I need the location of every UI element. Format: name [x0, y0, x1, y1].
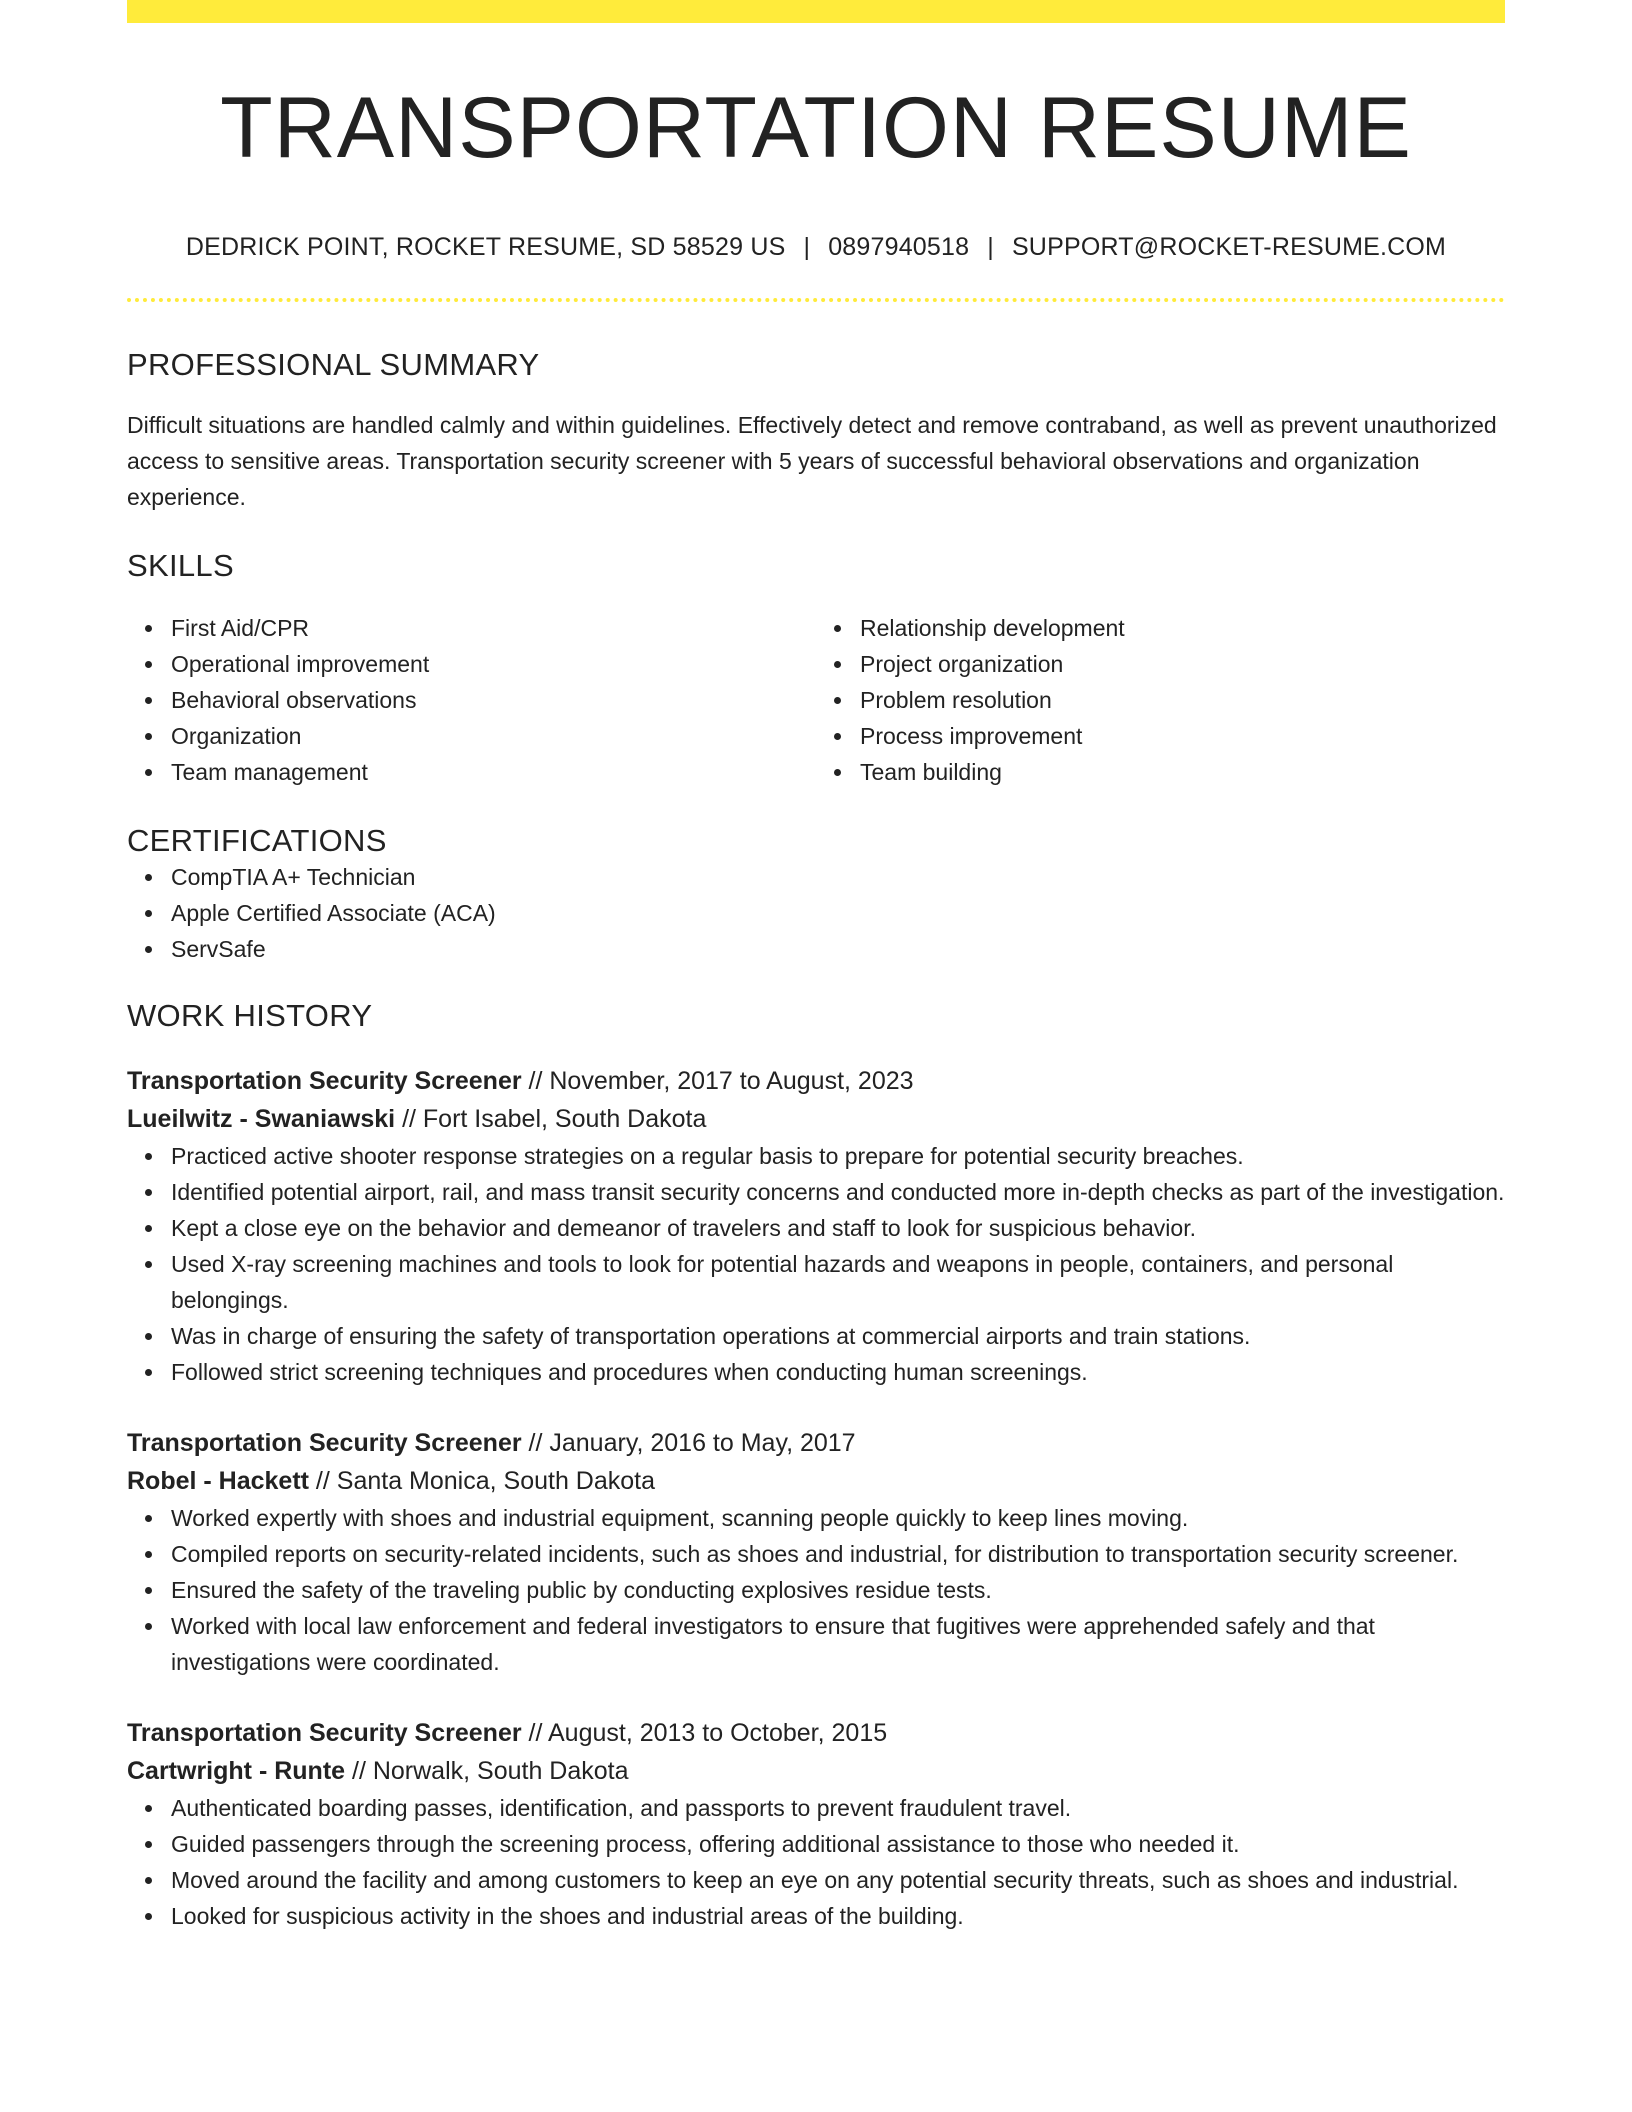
job-entry: [127, 1424, 1505, 1680]
job-bullet: Ensured the safety of the traveling public by conducting explosives residue tests.: [171, 1572, 1505, 1608]
job-bullet-list: [127, 1500, 1505, 1680]
job-bullet: Followed strict screening techniques and procedures when conducting human screenings.: [171, 1354, 1505, 1390]
certification-item: Apple Certified Associate (ACA): [171, 895, 1505, 931]
skills-heading: SKILLS: [127, 547, 234, 583]
job-dates: // January, 2016 to May, 2017: [521, 1429, 856, 1458]
job-bullet-list: [127, 1790, 1505, 1934]
header-divider: [127, 298, 1505, 302]
job-title-line: [127, 1062, 1505, 1100]
job-dates: // November, 2017 to August, 2023: [521, 1067, 914, 1096]
job-bullet: Authenticated boarding passes, identification, and passports to prevent fraudulent travel.: [171, 1790, 1505, 1826]
certification-item: ServSafe: [171, 931, 1505, 967]
job-company-line: [127, 1462, 1505, 1500]
skill-item: Process improvement: [860, 718, 1505, 754]
contact-phone: 0897940518: [828, 232, 970, 261]
job-bullet: Worked with local law enforcement and federal investigators to ensure that fugitives were apprehended safely and that investigations were coordinated.: [171, 1608, 1505, 1680]
job-bullet: Was in charge of ensuring the safety of transportation operations at commercial airports and train stations.: [171, 1318, 1505, 1354]
job-title: Transportation Security Screener: [127, 1429, 522, 1458]
work-history-jobs: [127, 1062, 1505, 1934]
job-bullet: Used X-ray screening machines and tools to look for potential hazards and weapons in people, containers, and personal belongings.: [171, 1246, 1505, 1318]
job-company: Robel - Hackett: [127, 1467, 309, 1496]
job-bullet: Looked for suspicious activity in the shoes and industrial areas of the building.: [171, 1898, 1505, 1934]
job-bullet-list: [127, 1138, 1505, 1390]
skills-grid: [127, 610, 1505, 790]
skill-item: Project organization: [860, 646, 1505, 682]
job-bullet: Kept a close eye on the behavior and demeanor of travelers and staff to look for suspicious behavior.: [171, 1210, 1505, 1246]
job-location: // Norwalk, South Dakota: [345, 1757, 629, 1786]
skill-item: First Aid/CPR: [171, 610, 816, 646]
job-bullet: Practiced active shooter response strategies on a regular basis to prepare for potential security breaches.: [171, 1138, 1505, 1174]
resume-title: TRANSPORTATION RESUME: [220, 80, 1412, 176]
skill-item: Organization: [171, 718, 816, 754]
summary-section: [127, 346, 1505, 515]
contact-separator: |: [987, 232, 994, 261]
job-bullet: Worked expertly with shoes and industrial equipment, scanning people quickly to keep lines moving.: [171, 1500, 1505, 1536]
certifications-list: [127, 859, 1505, 967]
job-bullet: Compiled reports on security-related incidents, such as shoes and industrial, for distribution to transportation security screener.: [171, 1536, 1505, 1572]
job-entry: [127, 1062, 1505, 1390]
job-bullet: Guided passengers through the screening process, offering additional assistance to those who needed it.: [171, 1826, 1505, 1862]
job-location: // Fort Isabel, South Dakota: [395, 1105, 707, 1134]
skills-section: [127, 547, 1505, 790]
job-company-line: [127, 1752, 1505, 1790]
contact-separator: |: [803, 232, 811, 261]
skills-column-right: [816, 610, 1505, 790]
certifications-section: [127, 822, 1505, 967]
skill-item: Operational improvement: [171, 646, 816, 682]
certification-item: CompTIA A+ Technician: [171, 859, 1505, 895]
skills-list-left: [127, 610, 816, 790]
skill-item: Team building: [860, 754, 1505, 790]
job-bullet: Moved around the facility and among customers to keep an eye on any potential security threats, such as shoes and industrial.: [171, 1862, 1505, 1898]
skill-item: Behavioral observations: [171, 682, 816, 718]
contact-line: [127, 232, 1505, 262]
skill-item: Relationship development: [860, 610, 1505, 646]
skills-column-left: [127, 610, 816, 790]
accent-top-bar: [127, 0, 1505, 23]
summary-text: Difficult situations are handled calmly and within guidelines. Effectively detect and remove contraband, as well as prevent unauthorized access to sensitive areas. Transportation security screener with 5 years of successful behavioral observations and organization experience.: [127, 411, 1497, 510]
job-company: Lueilwitz - Swaniawski: [127, 1105, 396, 1134]
work-history-section: [127, 997, 1505, 1934]
job-location: // Santa Monica, South Dakota: [308, 1467, 656, 1496]
skill-item: Problem resolution: [860, 682, 1505, 718]
contact-address: DEDRICK POINT, ROCKET RESUME, SD 58529 US: [185, 232, 786, 261]
summary-heading: PROFESSIONAL SUMMARY: [127, 346, 540, 382]
job-dates: // August, 2013 to October, 2015: [521, 1719, 888, 1748]
job-title-line: [127, 1714, 1505, 1752]
job-bullet: Identified potential airport, rail, and mass transit security concerns and conducted more in-depth checks as part of the investigation.: [171, 1174, 1505, 1210]
skill-item: Team management: [171, 754, 816, 790]
job-title-line: [127, 1424, 1505, 1462]
job-entry: [127, 1714, 1505, 1934]
work-history-heading: WORK HISTORY: [127, 998, 373, 1034]
job-title: Transportation Security Screener: [127, 1719, 522, 1748]
certifications-heading: CERTIFICATIONS: [127, 822, 387, 858]
job-company: Cartwright - Runte: [127, 1757, 346, 1786]
skills-list-right: [816, 610, 1505, 790]
resume-page: [127, 0, 1505, 1934]
job-company-line: [127, 1100, 1505, 1138]
job-title: Transportation Security Screener: [127, 1067, 522, 1096]
contact-email: SUPPORT@ROCKET-RESUME.COM: [1011, 232, 1447, 261]
